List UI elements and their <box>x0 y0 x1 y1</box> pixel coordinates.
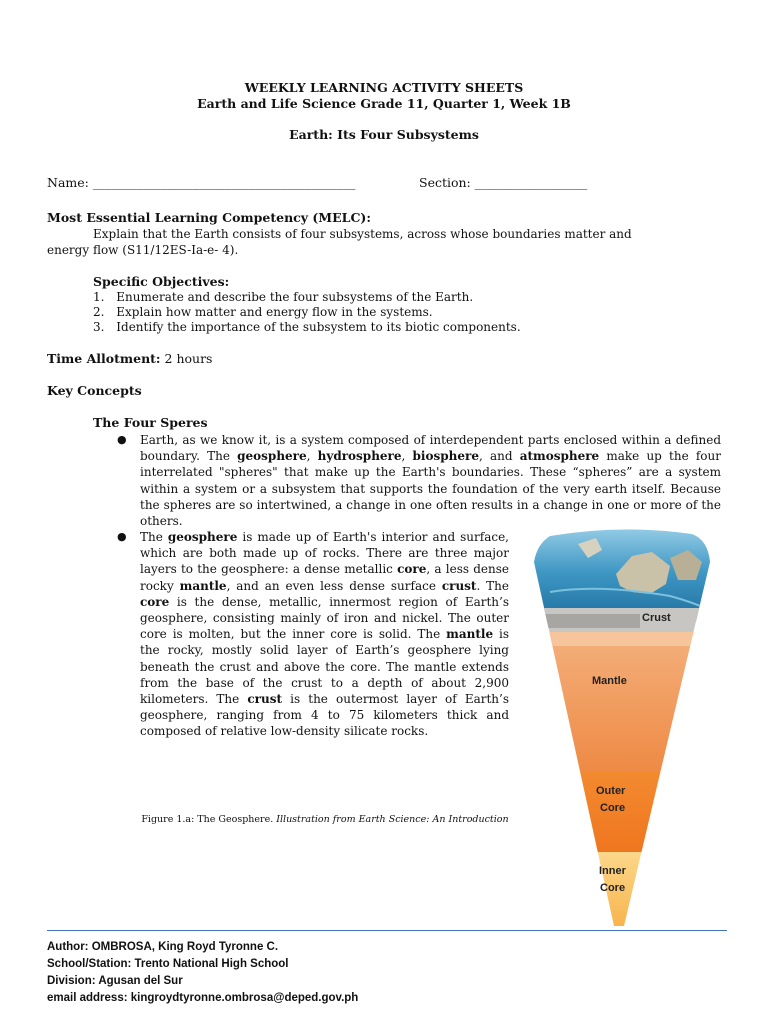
melc-heading: Most Essential Learning Competency (MELC): <box>47 210 371 225</box>
label-inner-core: Inner <box>599 865 626 877</box>
term-hydrosphere: hydrosphere <box>317 449 402 464</box>
objective-number: 3. <box>93 320 105 334</box>
objective-number: 1. <box>93 290 105 304</box>
bullet-icon: ● <box>117 433 127 446</box>
spheres-paragraph <box>140 432 721 529</box>
name-label: Name: <box>47 175 89 190</box>
label-outer-core: Outer <box>596 785 626 797</box>
geosphere-illustration <box>520 522 720 930</box>
four-spheres-heading: The Four Speres <box>93 415 208 430</box>
label-mantle: Mantle <box>592 675 627 687</box>
term-geosphere: geosphere <box>167 530 238 544</box>
objective-text: Explain how matter and energy flow in the systems. <box>116 305 433 319</box>
time-label: Time Allotment: <box>47 351 161 366</box>
text-run: is the rocky, mostly solid layer of Earth’s geosphere lying beneath the crust and above the core. The mantle extends from the base of the crust to a depth of about 2,900 kilometers. The <box>140 627 509 707</box>
objective-text: Identify the importance of the subsystem to its biotic components. <box>116 320 521 334</box>
crust-layer <box>520 614 640 628</box>
term-core: core <box>397 562 427 577</box>
label-outer-core: Core <box>600 802 626 814</box>
term-mantle: mantle <box>179 578 227 593</box>
section-row <box>419 175 587 190</box>
section-field[interactable]: __________________ <box>474 175 588 190</box>
text-run: , and an even less dense surface <box>226 578 442 593</box>
text-run: Earth, as we know it, is a system composed of interdependent parts enclosed within a defined boundary. The <box>140 433 721 464</box>
text-run: , a less dense rocky <box>140 562 509 593</box>
melc-text-line2: energy flow (S11/12ES-Ia-e- 4). <box>47 243 239 257</box>
name-row <box>47 175 355 190</box>
footer-divider <box>47 930 727 931</box>
topic-title: Earth: Its Four Subsystems <box>289 127 479 142</box>
footer-school: School/Station: Trento National High School <box>47 958 289 970</box>
mantle-layer <box>520 632 720 772</box>
bullet-icon: ● <box>117 530 127 543</box>
geosphere-paragraph <box>140 529 509 740</box>
text-run: , <box>401 449 413 464</box>
term-mantle: mantle <box>446 627 494 642</box>
mantle-layer <box>520 632 720 646</box>
term-core: core <box>140 594 170 609</box>
melc-text-line1: Explain that the Earth consists of four subsystems, across whose boundaries matter and <box>93 227 632 241</box>
text-run: , and <box>478 449 520 464</box>
footer-division: Division: Agusan del Sur <box>47 975 183 987</box>
text-run: The <box>140 530 168 544</box>
text-run: is the outermost layer of Earth’s geosphere, ranging from 4 to 75 kilometers thick and composed of relative low-density silicate rocks. <box>140 692 510 739</box>
text-run: . The <box>476 578 510 593</box>
text-run: , <box>306 449 318 464</box>
caption-text: Figure 1.a: The Geosphere. <box>141 814 277 825</box>
term-crust: crust <box>441 578 477 593</box>
label-crust: Crust <box>642 612 671 624</box>
name-field[interactable]: __________________________________________ <box>92 175 356 190</box>
text-run: is the dense, metallic, innermost region of Earth’s geosphere, consisting mainly of iron and nickel. The outer core is molten, but the inner core is solid. The <box>140 594 509 642</box>
figure-caption <box>140 813 510 826</box>
term-geosphere: geosphere <box>237 449 307 464</box>
sheet-title: WEEKLY LEARNING ACTIVITY SHEETS <box>244 80 524 95</box>
term-biosphere: biosphere <box>412 449 479 464</box>
term-atmosphere: atmosphere <box>519 449 600 464</box>
objective-text: Enumerate and describe the four subsystems of the Earth. <box>116 290 474 304</box>
caption-source: Illustration from Earth Science: An Introduction <box>276 814 509 825</box>
key-concepts-heading: Key Concepts <box>47 383 142 398</box>
time-allotment <box>47 351 212 366</box>
objective-item <box>93 290 473 304</box>
footer-author: Author: OMBROSA, King Royd Tyronne C. <box>47 941 279 953</box>
objective-item <box>93 305 433 319</box>
objective-item <box>93 320 521 334</box>
time-value: 2 hours <box>164 351 213 366</box>
text-run: make up the four interrelated "spheres" that make up the Earth's boundaries. These “spheres” are a system within a system or a subsystem that supports the foundation of the very earth itself. Because the spheres are so intertwined, a change in one often results in a change in one or more of the others. <box>140 449 722 529</box>
sheet-subtitle: Earth and Life Science Grade 11, Quarter 1, Week 1B <box>197 96 571 111</box>
objectives-heading: Specific Objectives: <box>93 274 230 289</box>
term-crust: crust <box>247 692 283 707</box>
label-inner-core: Core <box>600 882 626 894</box>
section-label: Section: <box>419 175 471 190</box>
footer-email: email address: kingroydtyronne.ombrosa@deped.gov.ph <box>47 992 359 1004</box>
text-run: is made up of Earth's interior and surface, which are both made up of rocks. There are three major layers to the geosphere: a dense metallic <box>140 530 509 577</box>
objective-number: 2. <box>93 305 105 319</box>
